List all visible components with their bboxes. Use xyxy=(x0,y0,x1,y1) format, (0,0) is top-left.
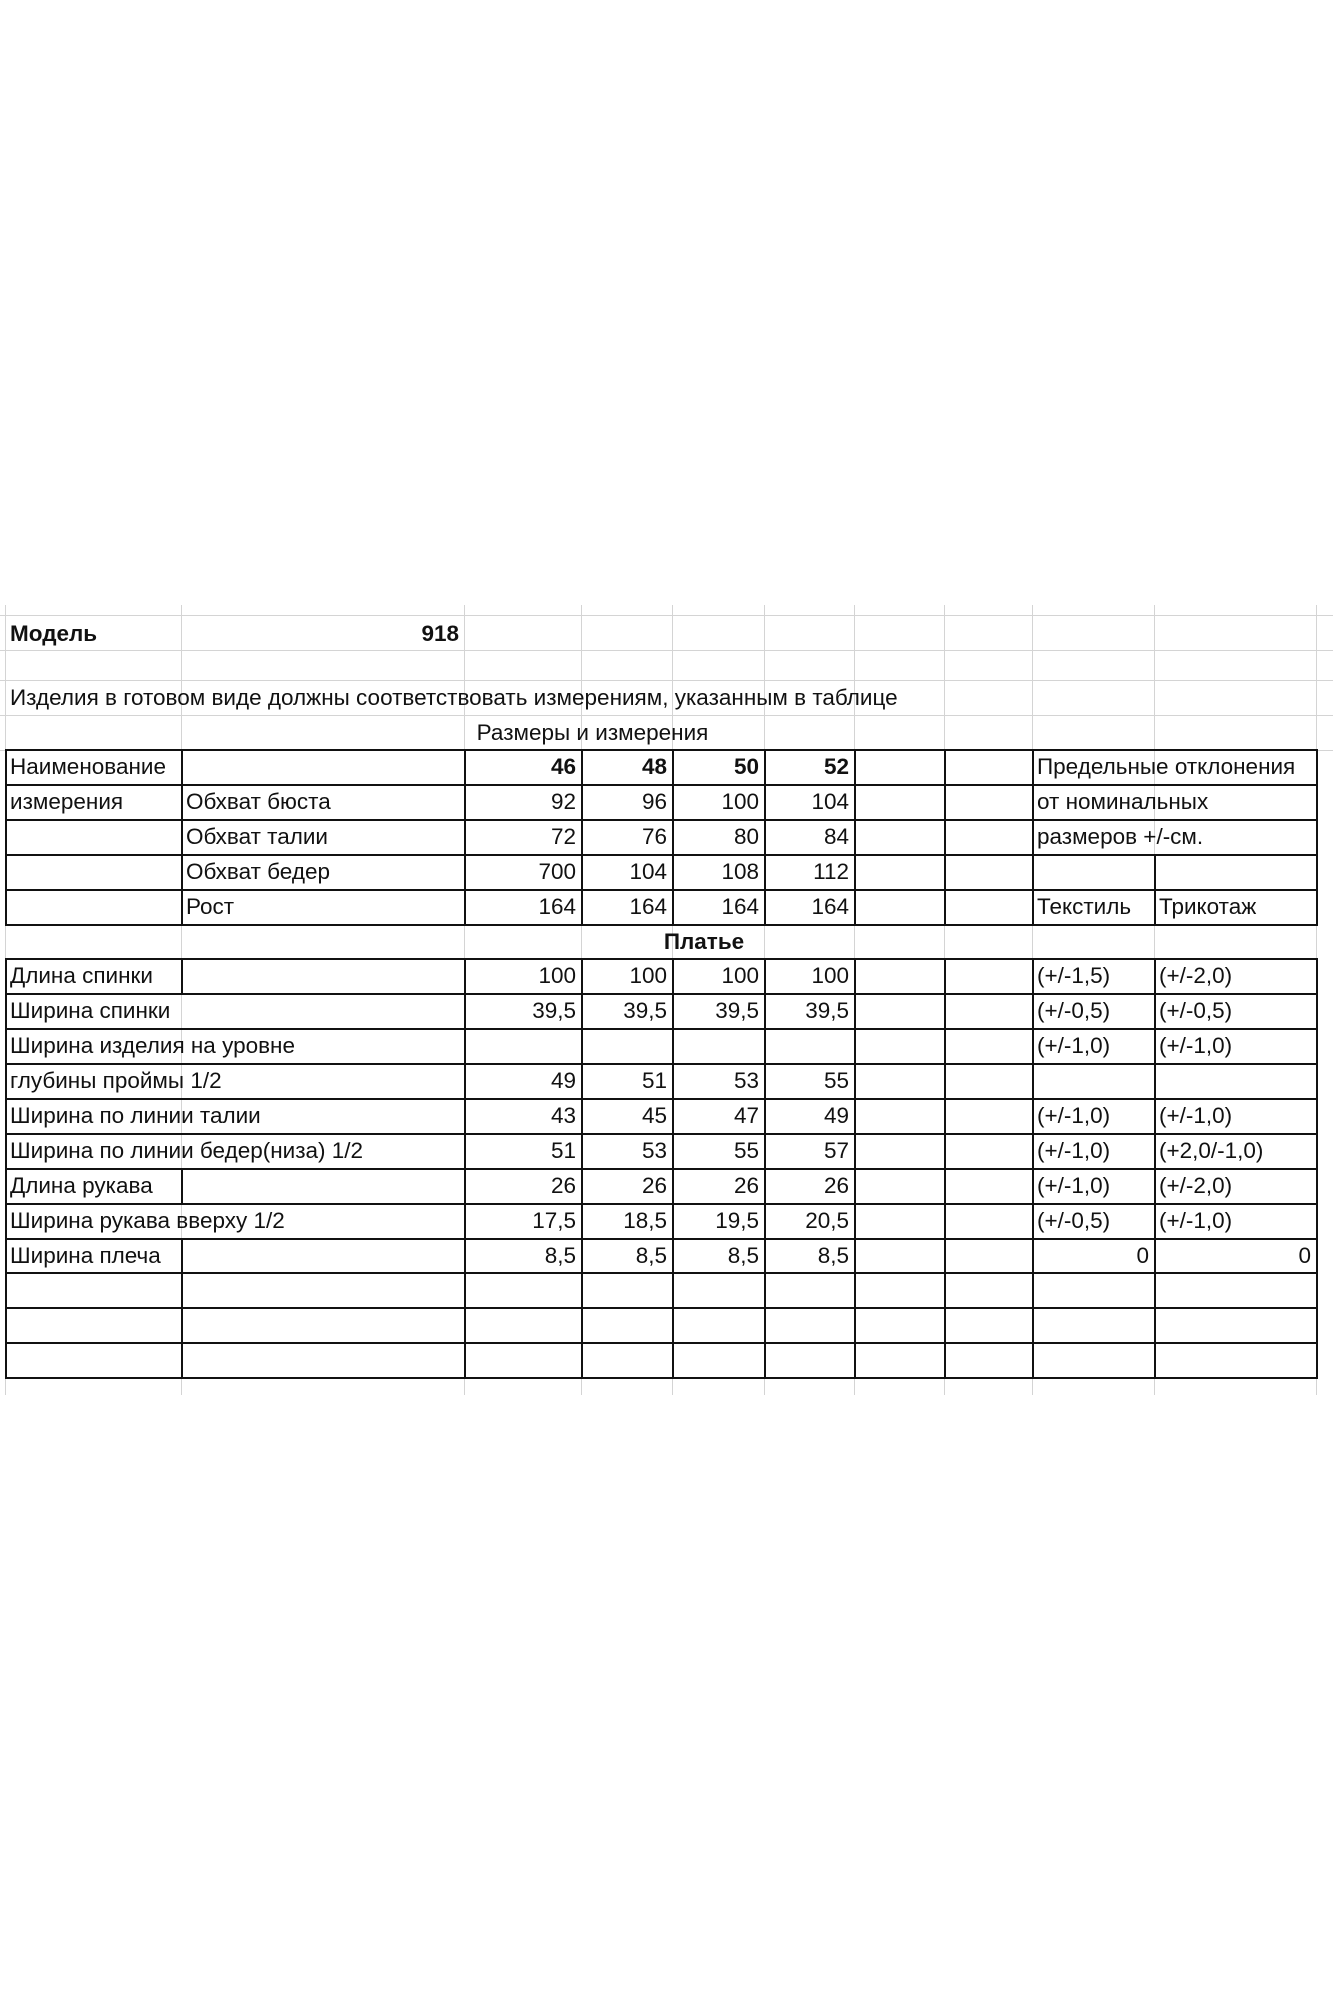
garment-measurement-label: Ширина плеча xyxy=(10,1243,161,1268)
body-measurement-label: Обхват бедер xyxy=(186,859,330,884)
garment-measurement-value: 8,5 xyxy=(544,1243,576,1268)
garment-measurement-value: 26 xyxy=(550,1173,576,1198)
body-measurement-value: 112 xyxy=(813,859,849,884)
garment-measurement-value: 53 xyxy=(641,1138,667,1163)
garment-measurement-label: Ширина по линии талии xyxy=(10,1103,261,1128)
name-header-line1: Наименование xyxy=(10,754,166,779)
garment-measurement-value: 51 xyxy=(550,1138,576,1163)
body-measurement-value: 72 xyxy=(550,824,576,849)
textile-tolerance: (+/-0,5) xyxy=(1037,1208,1111,1233)
textile-tolerance: (+/-0,5) xyxy=(1037,998,1111,1023)
body-measurement-value: 700 xyxy=(538,859,576,884)
body-measurement-value: 100 xyxy=(721,789,759,814)
garment-measurement-value: 26 xyxy=(733,1173,759,1198)
garment-measurement-value: 55 xyxy=(823,1068,849,1093)
knit-tolerance: (+/-2,0) xyxy=(1159,1173,1233,1198)
garment-measurement-value: 51 xyxy=(641,1068,667,1093)
textile-tolerance: (+/-1,0) xyxy=(1037,1103,1111,1128)
garment-measurement-value: 17,5 xyxy=(532,1208,576,1233)
textile-tolerance: 0 xyxy=(1136,1243,1149,1268)
body-measurement-value: 104 xyxy=(629,859,667,884)
garment-measurement-value: 57 xyxy=(823,1138,849,1163)
garment-measurement-value: 19,5 xyxy=(715,1208,759,1233)
knit-tolerance: (+/-0,5) xyxy=(1159,998,1233,1023)
textile-tolerance: (+/-1,0) xyxy=(1037,1033,1111,1058)
textile-tolerance: (+/-1,0) xyxy=(1037,1173,1111,1198)
garment-measurement-value: 55 xyxy=(733,1138,759,1163)
garment-measurement-label: Ширина изделия на уровне xyxy=(10,1033,295,1058)
garment-measurement-value xyxy=(764,1029,854,1063)
body-measurement-value: 80 xyxy=(733,824,759,849)
knit-tolerance: (+/-1,0) xyxy=(1159,1103,1233,1128)
body-measurement-value: 164 xyxy=(629,894,667,919)
textile-tolerance xyxy=(1032,1064,1154,1098)
textile-tolerance: (+/-1,0) xyxy=(1037,1138,1111,1163)
garment-measurement-value: 43 xyxy=(550,1103,576,1128)
garment-measurement-label: Длина рукава xyxy=(10,1173,153,1198)
body-measurement-value: 104 xyxy=(811,789,849,814)
size-50-header: 50 xyxy=(733,754,759,779)
garment-measurement-value: 18,5 xyxy=(623,1208,667,1233)
garment-measurement-value: 39,5 xyxy=(532,998,576,1023)
garment-measurement-value xyxy=(581,1029,672,1063)
garment-measurement-label: глубины проймы 1/2 xyxy=(10,1068,222,1093)
garment-measurement-value: 8,5 xyxy=(727,1243,759,1268)
garment-measurement-value: 49 xyxy=(823,1103,849,1128)
textile-tolerance: (+/-1,5) xyxy=(1037,963,1111,988)
body-measurement-label: Рост xyxy=(186,894,235,919)
knit-tolerance: (+2,0/-1,0) xyxy=(1159,1138,1264,1163)
garment-measurement-value xyxy=(464,1029,581,1063)
garment-measurement-value: 39,5 xyxy=(805,998,849,1023)
body-measurement-value: 164 xyxy=(721,894,759,919)
body-measurement-label: Обхват талии xyxy=(186,824,328,849)
garment-measurement-value: 39,5 xyxy=(623,998,667,1023)
knit-header: Трикотаж xyxy=(1159,894,1257,919)
garment-measurement-value: 20,5 xyxy=(805,1208,849,1233)
size-48-header: 48 xyxy=(641,754,667,779)
garment-measurement-value xyxy=(672,1029,764,1063)
garment-measurement-value: 45 xyxy=(641,1103,667,1128)
garment-measurement-value: 8,5 xyxy=(635,1243,667,1268)
knit-tolerance: (+/-1,0) xyxy=(1159,1033,1233,1058)
garment-measurement-value: 100 xyxy=(811,963,849,988)
garment-measurement-value: 100 xyxy=(721,963,759,988)
body-measurement-value: 96 xyxy=(641,789,667,814)
knit-tolerance: (+/-1,0) xyxy=(1159,1208,1233,1233)
deviation-header-line3: размеров +/-см. xyxy=(1037,824,1204,849)
knit-tolerance: (+/-2,0) xyxy=(1159,963,1233,988)
body-measurement-label: Обхват бюста xyxy=(186,789,331,814)
size-46-header: 46 xyxy=(550,754,576,779)
name-header-line2: измерения xyxy=(10,789,124,814)
size-52-header: 52 xyxy=(823,754,849,779)
body-measurement-value: 164 xyxy=(538,894,576,919)
garment-measurement-value: 8,5 xyxy=(817,1243,849,1268)
knit-tolerance: 0 xyxy=(1298,1243,1311,1268)
garment-title: Платье xyxy=(663,929,745,954)
knit-tolerance xyxy=(1154,1064,1316,1098)
garment-measurement-value: 26 xyxy=(823,1173,849,1198)
deviation-header-line1: Предельные отклонения xyxy=(1037,754,1296,779)
garment-measurement-value: 100 xyxy=(629,963,667,988)
garment-measurement-value: 47 xyxy=(733,1103,759,1128)
garment-measurement-value: 39,5 xyxy=(715,998,759,1023)
body-measurement-value: 76 xyxy=(641,824,667,849)
model-number: 918 xyxy=(421,621,459,646)
body-measurement-value: 164 xyxy=(811,894,849,919)
intro-text: Изделия в готовом виде должны соответствовать измерениям, указанным в таблице xyxy=(10,685,898,710)
body-measurement-value: 84 xyxy=(823,824,849,849)
garment-measurement-label: Ширина по линии бедер(низа) 1/2 xyxy=(10,1138,364,1163)
body-measurement-value: 92 xyxy=(550,789,576,814)
garment-measurement-value: 49 xyxy=(550,1068,576,1093)
garment-measurement-value: 53 xyxy=(733,1068,759,1093)
deviation-header-line2: от номинальных xyxy=(1037,789,1209,814)
body-measurement-value: 108 xyxy=(721,859,759,884)
textile-header: Текстиль xyxy=(1037,894,1132,919)
garment-measurement-value: 26 xyxy=(641,1173,667,1198)
garment-measurement-label: Ширина рукава вверху 1/2 xyxy=(10,1208,285,1233)
garment-measurement-value: 100 xyxy=(538,963,576,988)
garment-measurement-label: Длина спинки xyxy=(10,963,153,988)
garment-measurement-label: Ширина спинки xyxy=(10,998,171,1023)
model-label: Модель xyxy=(10,621,98,646)
sizes-header: Размеры и измерения xyxy=(476,720,709,745)
